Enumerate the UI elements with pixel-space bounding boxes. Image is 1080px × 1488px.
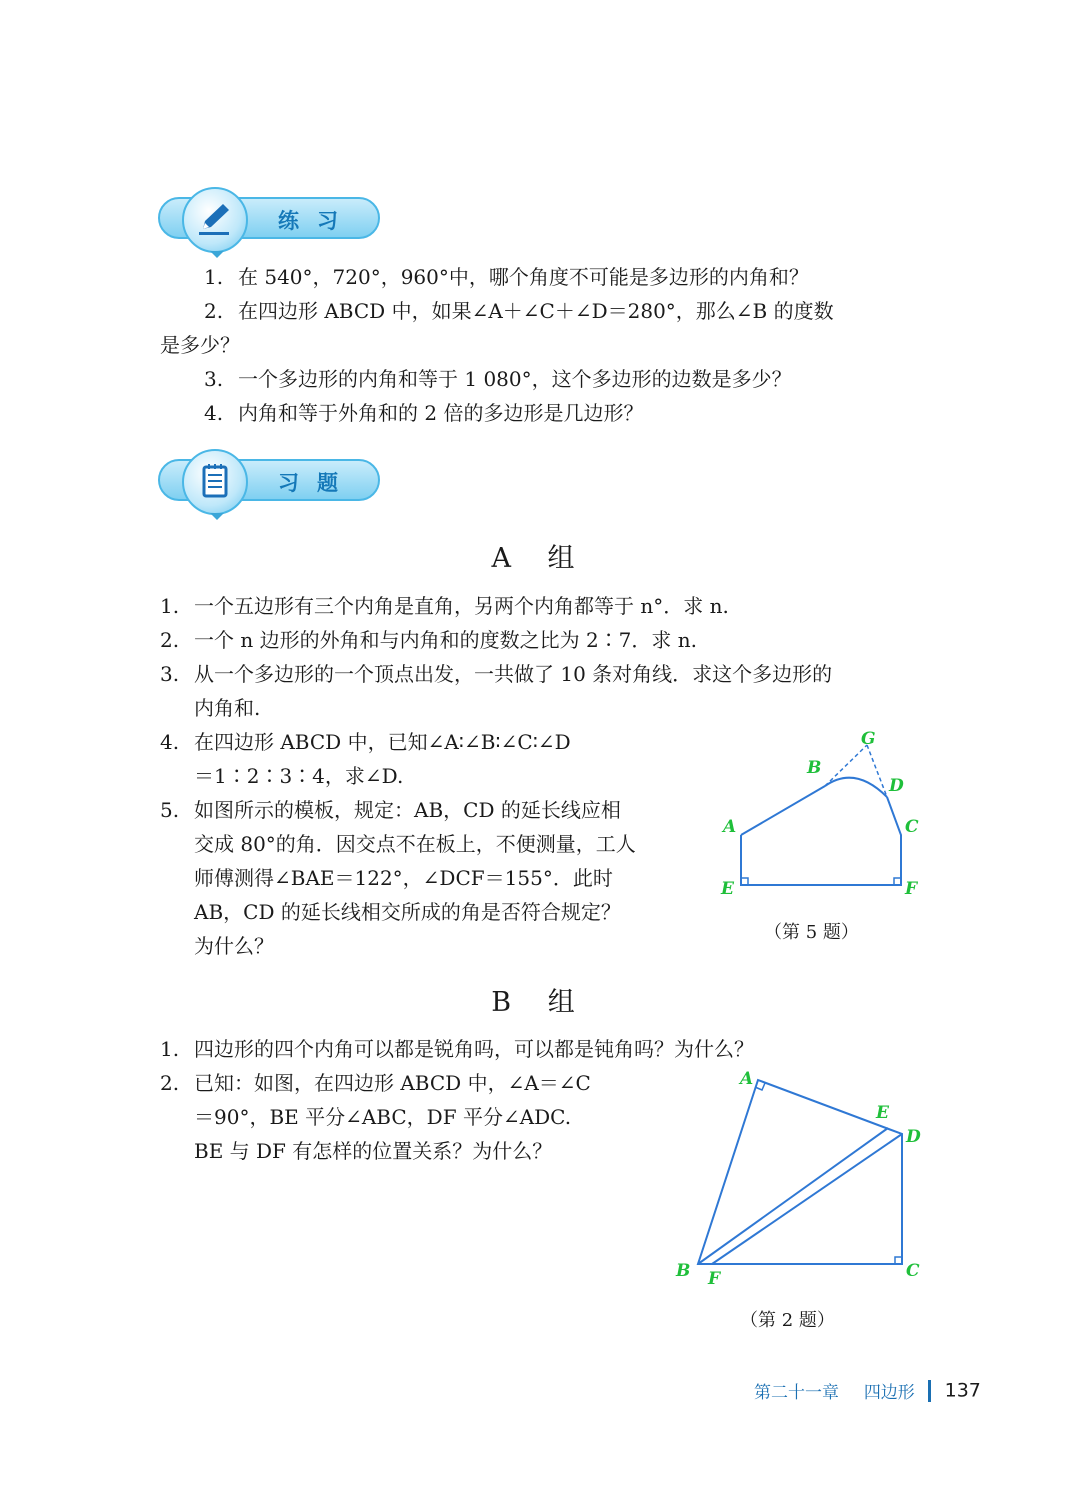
point-c: C (905, 817, 919, 837)
figure-template (715, 725, 930, 905)
problem-a3: 3. 从一个多边形的一个顶点出发，一共做了 10 条对角线．求这个多边形的 (160, 662, 833, 686)
exercise-item: 4. 内角和等于外角和的 2 倍的多边形是几边形？ (204, 401, 644, 425)
point-d: D (889, 776, 904, 796)
point-e: E (876, 1103, 889, 1123)
exercise-title: 练习 (278, 209, 356, 233)
problem-b2-cont: ＝90°，BE 平分∠ABC，DF 平分∠ADC. (194, 1105, 572, 1129)
point-g: G (861, 729, 876, 749)
page-footer (754, 1378, 981, 1403)
problem-a5-cont: 为什么？ (194, 934, 274, 958)
point-a: A (740, 1069, 754, 1089)
page-number: 137 (944, 1379, 981, 1402)
point-a: A (723, 817, 737, 837)
section-label: 四边形 (863, 1383, 915, 1403)
problem-a4: 4. 在四边形 ABCD 中，已知∠A∶∠B∶∠C∶∠D (160, 730, 571, 754)
point-f: F (905, 879, 918, 899)
problem-b2: 2. 已知：如图，在四边形 ABCD 中，∠A＝∠C (160, 1071, 591, 1095)
problem-b2-cont: BE 与 DF 有怎样的位置关系？为什么？ (194, 1139, 553, 1163)
pencil-icon (182, 187, 248, 253)
point-e: E (721, 879, 734, 899)
problem-a5-cont: AB，CD 的延长线相交所成的角是否符合规定？ (194, 900, 621, 924)
problem-a3-cont: 内角和. (194, 696, 261, 720)
problem-a5-cont: 交成 80°的角．因交点不在板上，不便测量，工人 (194, 832, 636, 856)
problem-a2: 2. 一个 n 边形的外角和与内角和的度数之比为 2∶7．求 n. (160, 628, 697, 652)
exercise-item: 2. 在四边形 ABCD 中，如果∠A＋∠C＋∠D＝280°，那么∠B 的度数 (204, 299, 834, 323)
chapter-label: 第二十一章 (754, 1383, 839, 1403)
exercise-item: 1. 在 540°，720°，960°中，哪个角度不可能是多边形的内角和？ (204, 265, 809, 289)
problem-a5-cont: 师傅测得∠BAE＝122°，∠DCF＝155°．此时 (194, 866, 613, 890)
point-f: F (708, 1269, 721, 1289)
problem-a1: 1. 一个五边形有三个内角是直角，另两个内角都等于 n°．求 n. (160, 594, 729, 618)
problems-banner (158, 459, 380, 501)
point-d: D (906, 1127, 921, 1147)
figure-quadrilateral (670, 1066, 930, 1296)
exercise-banner (158, 197, 380, 239)
point-c: C (906, 1261, 920, 1281)
notebook-icon (182, 449, 248, 515)
problem-a4-cont: ＝1∶2∶3∶4，求∠D. (194, 764, 404, 788)
exercise-item: 3. 一个多边形的内角和等于 1 080°，这个多边形的边数是多少？ (204, 367, 792, 391)
group-a-title: A 组 (491, 543, 589, 574)
problem-b1: 1. 四边形的四个内角可以都是锐角吗，可以都是钝角吗？为什么？ (160, 1037, 754, 1061)
problems-title: 习题 (278, 471, 356, 495)
problem-a5: 5. 如图所示的模板，规定：AB，CD 的延长线应相 (160, 798, 621, 822)
point-b: B (807, 758, 822, 778)
exercise-item-cont: 是多少？ (160, 333, 240, 357)
group-b-title: B 组 (491, 987, 589, 1018)
footer-divider (928, 1380, 931, 1402)
figure-5-caption: （第 5 题） (764, 922, 859, 943)
figure-2-caption: （第 2 题） (740, 1310, 835, 1331)
point-b: B (676, 1261, 691, 1281)
